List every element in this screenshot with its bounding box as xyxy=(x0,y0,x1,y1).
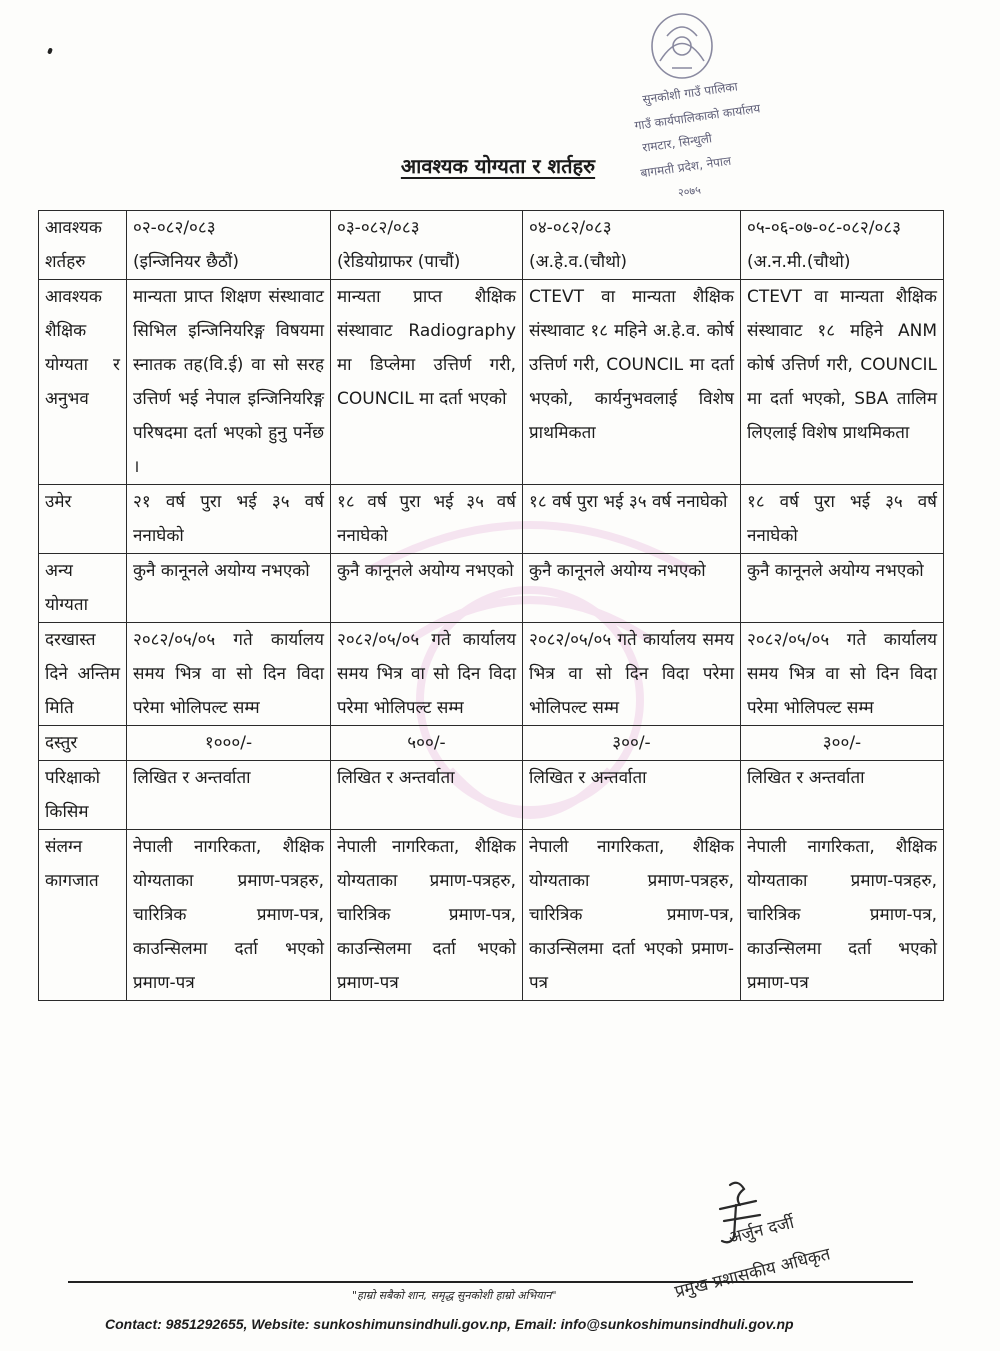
signatory-name: अर्जुन दर्जी xyxy=(726,1212,797,1249)
table-cell: लिखित र अन्तर्वाता xyxy=(523,761,741,830)
table-cell: नेपाली नागरिकता, शैक्षिक योग्यताका प्रमाण-पत्रहरु, चारित्रिक प्रमाण-पत्र, काउन्सिलमा दर्ता भएको प्रमाण-पत्र xyxy=(741,830,944,1001)
table-cell: मान्यता प्राप्त शिक्षण संस्थावाट सिभिल इन्जिनियरिङ्ग विषयमा स्नातक तह(वि.ई) वा सो सरह उत्तिर्ण भई नेपाल इन्जिनियरिङ्ग परिषदमा दर्ता भएको हुनु पर्नेछ । xyxy=(127,280,331,485)
seal-text-line: बागमती प्रदेश, नेपाल xyxy=(639,153,732,181)
table-cell: २०८२/०५/०५ गते कार्यालय समय भित्र वा सो दिन विदा परेमा भोलिपल्ट सम्म xyxy=(127,623,331,726)
table-row xyxy=(39,485,944,554)
table-cell: नेपाली नागरिकता, शैक्षिक योग्यताका प्रमाण-पत्रहरु, चारित्रिक प्रमाण-पत्र, काउन्सिलमा दर्ता भएको प्रमाण-पत्र xyxy=(127,830,331,1001)
header-post-cell xyxy=(523,211,741,280)
header-label-cell: आवश्यक शर्तहरु xyxy=(39,211,127,280)
table-row xyxy=(39,623,944,726)
row-label: दरखास्त दिने अन्तिम मिति xyxy=(39,623,127,726)
table-cell: २०८२/०५/०५ गते कार्यालय समय भित्र वा सो दिन विदा परेमा भोलिपल्ट सम्म xyxy=(741,623,944,726)
post-name: (अ.हे.व.(चौथो) xyxy=(529,252,628,272)
table-cell: नेपाली नागरिकता, शैक्षिक योग्यताका प्रमाण-पत्रहरु, चारित्रिक प्रमाण-पत्र, काउन्सिलमा दर्ता भएको प्रमाण-पत्र xyxy=(523,830,741,1001)
row-label: आवश्यक शैक्षिक योग्यता र अनुभव xyxy=(39,280,127,485)
table-cell: कुनै कानूनले अयोग्य नभएको xyxy=(523,554,741,623)
table-row xyxy=(39,726,944,761)
seal-text-line: सुनकोशी गाउँ पालिका xyxy=(641,79,739,107)
table-cell: लिखित र अन्तर्वाता xyxy=(127,761,331,830)
post-name: (रेडियोग्राफर (पाचौं) xyxy=(337,252,461,272)
table-cell: १८ वर्ष पुरा भई ३५ वर्ष ननाघेको xyxy=(331,485,523,554)
table-row xyxy=(39,830,944,1001)
table-cell: मान्यता प्राप्त शैक्षिक संस्थावाट Radiography मा डिप्लेमा उत्तिर्ण गरी, COUNCIL मा दर्ता भएको xyxy=(331,280,523,485)
table-cell: २०८२/०५/०५ गते कार्यालय समय भित्र वा सो दिन विदा परेमा भोलिपल्ट सम्म xyxy=(523,623,741,726)
post-name: (इन्जिनियर छैठौं) xyxy=(133,252,239,272)
table-cell: १८ वर्ष पुरा भई ३५ वर्ष ननाघेको xyxy=(741,485,944,554)
row-label: परिक्षाको किसिम xyxy=(39,761,127,830)
row-label: संलग्न कागजात xyxy=(39,830,127,1001)
requirements-table xyxy=(38,210,944,1001)
ink-dot xyxy=(47,47,53,54)
post-code: ०४-०८२/०८३ xyxy=(529,218,612,238)
seal-text-line: गाउँ कार्यपालिकाको कार्यालय xyxy=(633,101,762,133)
seal-text-line: २०७५ xyxy=(677,183,702,200)
table-cell: लिखित र अन्तर्वाता xyxy=(741,761,944,830)
table-cell: २०८२/०५/०५ गते कार्यालय समय भित्र वा सो दिन विदा परेमा भोलिपल्ट सम्म xyxy=(331,623,523,726)
fee-cell: १०००/- xyxy=(127,726,331,761)
footer-contact: Contact: 9851292655, Website: sunkoshimunsindhuli.gov.np, Email: info@sunkoshimunsindhuli.gov.np xyxy=(105,1316,794,1332)
post-name: (अ.न.मी.(चौथो) xyxy=(747,252,851,272)
header-post-cell xyxy=(741,211,944,280)
row-label: अन्य योग्यता xyxy=(39,554,127,623)
header-post-cell xyxy=(331,211,523,280)
table-cell: १८ वर्ष पुरा भई ३५ वर्ष ननाघेको xyxy=(523,485,741,554)
row-label: दस्तुर xyxy=(39,726,127,761)
table-cell: लिखित र अन्तर्वाता xyxy=(331,761,523,830)
header-post-cell xyxy=(127,211,331,280)
post-code: ०२-०८२/०८३ xyxy=(133,218,216,238)
table-row xyxy=(39,280,944,485)
table-cell: कुनै कानूनले अयोग्य नभएको xyxy=(331,554,523,623)
table-cell: कुनै कानूनले अयोग्य नभएको xyxy=(127,554,331,623)
table-cell: नेपाली नागरिकता, शैक्षिक योग्यताका प्रमाण-पत्रहरु, चारित्रिक प्रमाण-पत्र, काउन्सिलमा दर्ता भएको प्रमाण-पत्र xyxy=(331,830,523,1001)
table-row xyxy=(39,761,944,830)
table-cell: CTEVT वा मान्यता शैक्षिक संस्थावाट १८ महिने अ.हे.व. कोर्ष उत्तिर्ण गरी, COUNCIL मा दर्ता भएको, कार्यनुभवलाई विशेष प्राथमिकता xyxy=(523,280,741,485)
fee-cell: ५००/- xyxy=(331,726,523,761)
fee-cell: ३००/- xyxy=(523,726,741,761)
row-label: उमेर xyxy=(39,485,127,554)
table-cell: कुनै कानूनले अयोग्य नभएको xyxy=(741,554,944,623)
office-seal xyxy=(612,6,782,211)
page-title: आवश्यक योग्यता र शर्तहरु xyxy=(400,154,596,178)
post-code: ०५-०६-०७-०८-०८२/०८३ xyxy=(747,218,902,238)
signatory-role: प्रमुख प्रशासकीय अधिकृत xyxy=(672,1244,833,1303)
footer-slogan: "हाम्रो सबैको शान, समृद्ध सुनकोशी हाम्रो अभियान" xyxy=(352,1289,557,1302)
footer-divider xyxy=(68,1281,913,1283)
table-cell: CTEVT वा मान्यता शैक्षिक संस्थावाट १८ महिने ANM कोर्ष उत्तिर्ण गरी, COUNCIL मा दर्ता भएको, SBA तालिम लिएलाई विशेष प्राथमिकता xyxy=(741,280,944,485)
table-cell: २१ वर्ष पुरा भई ३५ वर्ष ननाघेको xyxy=(127,485,331,554)
table-row xyxy=(39,554,944,623)
table-header-row xyxy=(39,211,944,280)
fee-cell: ३००/- xyxy=(741,726,944,761)
post-code: ०३-०८२/०८३ xyxy=(337,218,420,238)
seal-text-line: रामटार, सिन्धुली xyxy=(641,131,713,155)
